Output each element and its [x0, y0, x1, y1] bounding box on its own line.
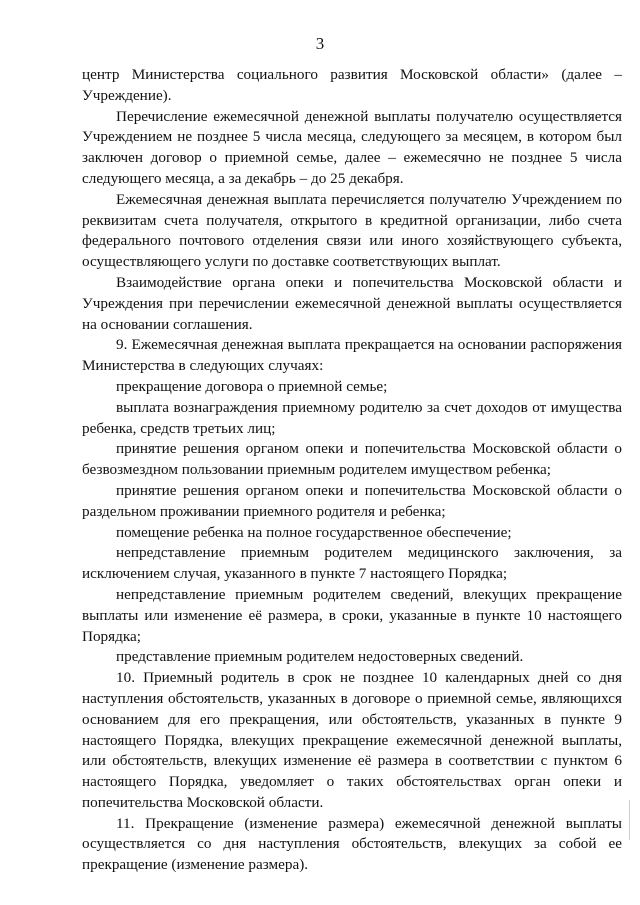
paragraph-continuation: центр Министерства социального развития Московской области» (далее – Учреждение).: [82, 66, 622, 104]
clause-9-item: непредставление приемным родителем сведений, влекущих прекращение выплаты или изменение её размера, в сроки, указанные в пункте 10 настоящего Порядка;: [82, 585, 622, 645]
clause-9-item: принятие решения органом опеки и попечительства Московской области о раздельном проживании приемного родителя и ребенка;: [82, 481, 622, 520]
paragraph-payment-transfer: Ежемесячная денежная выплата перечисляется получателю Учреждением по реквизитам счета получателя, открытого в кредитной организации, либо счета федерального почтового отделения связи или иного хозяйствующего субъекта, осуществляющего услуги по доставке соответствующих выплат.: [82, 190, 622, 271]
clause-9: 9. Ежемесячная денежная выплата прекращается на основании распоряжения Министерства в следующих случаях:: [82, 336, 622, 375]
clause-9-item: прекращение договора о приемной семье;: [116, 377, 388, 395]
clause-9-item: непредставление приемным родителем медицинского заключения, за исключением случая, указанного в пункте 7 настоящего Порядка;: [82, 544, 622, 583]
clause-9-item: выплата вознаграждения приемному родителю за счет доходов от имущества ребенка, средств третьих лиц;: [82, 398, 622, 437]
clause-11: 11. Прекращение (изменение размера) ежемесячной денежной выплаты осуществляется со дня наступления обстоятельств, влекущих за собой ее прекращение (изменение размера).: [82, 814, 622, 874]
paragraph-interaction: Взаимодействие органа опеки и попечительства Московской области и Учреждения при перечислении ежемесячной денежной выплаты осуществляется на основании соглашения.: [82, 273, 622, 333]
clause-9-item: принятие решения органом опеки и попечительства Московской области о безвозмездном пользовании приемным родителем имуществом ребенка;: [82, 440, 622, 479]
clause-9-item: помещение ребенка на полное государственное обеспечение;: [116, 523, 512, 541]
clause-9-item: представление приемным родителем недостоверных сведений.: [116, 648, 524, 666]
paragraph-payment-schedule: Перечисление ежемесячной денежной выплаты получателю осуществляется Учреждением не позднее 5 числа месяца, следующего за месяцем, в котором был заключен договор о приемной семье, далее – ежемесячно не позднее 5 числа следующего месяца, а за декабрь – до 25 декабря.: [82, 107, 622, 187]
clause-10: 10. Приемный родитель в срок не позднее 10 календарных дней со дня наступления обстоятельств, указанных в договоре о приемной семье, являющихся основанием для его прекращения, или обстоятельств, указанных в пункте 9 настоящего Порядка, влекущих прекращение ежемесячной денежной выплаты, или обстоятельств, влекущих изменение её размера в соответствии с пунктом 6 настоящего Порядка, уведомляет о таких обстоятельствах орган опеки и попечительства Московской области.: [82, 669, 622, 811]
scan-edge-mark: [629, 800, 630, 840]
document-body: [82, 65, 622, 876]
page-number: 3: [315, 34, 325, 53]
